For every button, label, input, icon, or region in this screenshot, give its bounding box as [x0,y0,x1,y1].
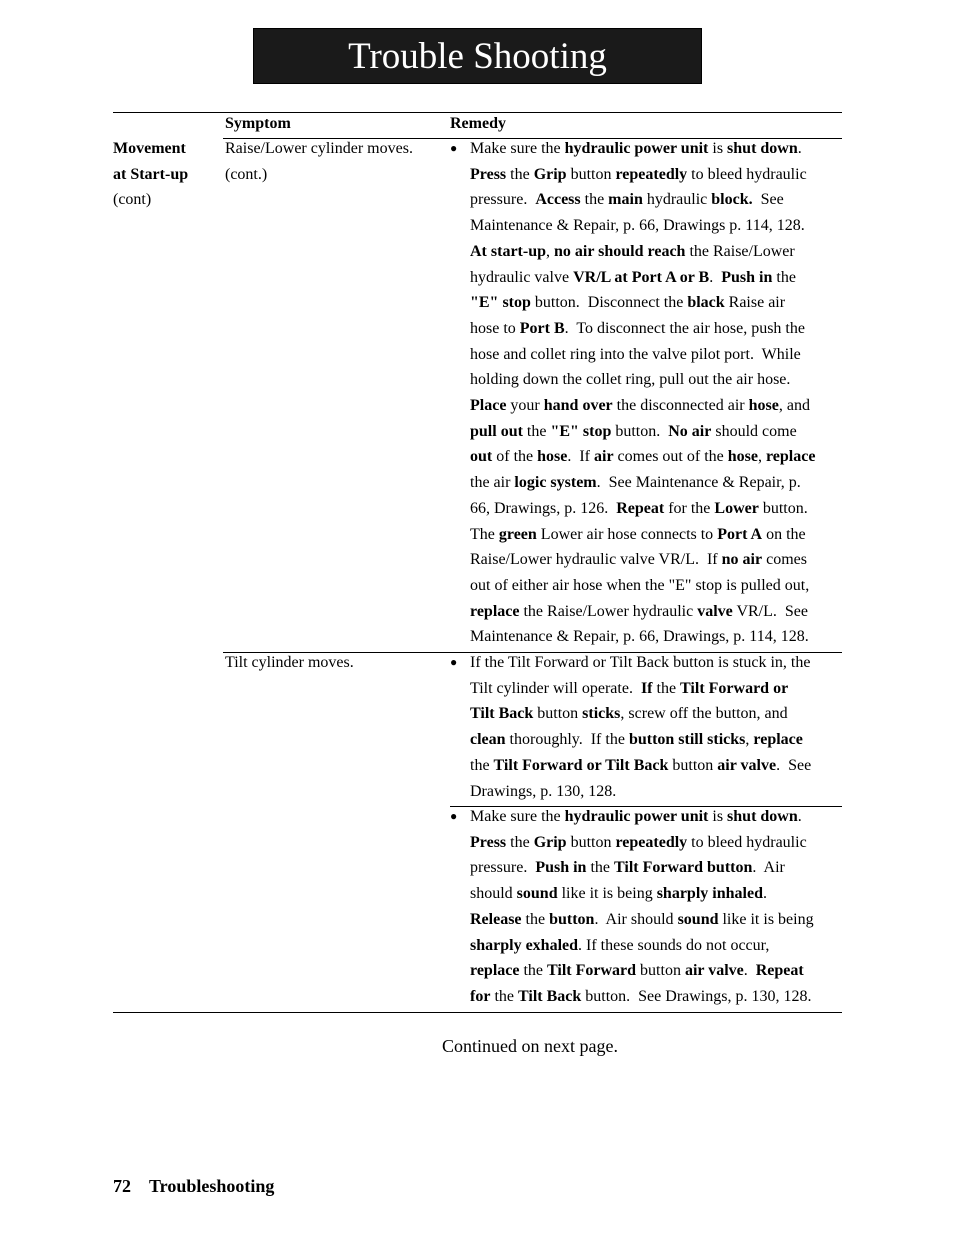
remedy-rendered: Make sure the hydraulic power unit is shut down. Press the Grip button repeatedly to bleed hydraulic pressure. Access the main hydraulic block. See Maintenance & Repair, p. 66, Drawings p. 114, 128. At start-up, no air should reach the Raise/Lower hydraulic valve VR/L at Port A or B. Push in the "E" stop button. Disconnect the black Raise air hose to Port B. To disconnect the air hose, push the hose and collet ring into the valve pilot port. While holding down the collet ring, pull out the air hose. Place your hand over the disconnected air hose, and pull out the "E" stop button. No air should come out of the hose. If air comes out of the hose, replace the air logic system. See Maintenance & Repair, p. 66, Drawings, p. 126. Repeat for the Lower button. The green Lower air hose connects to Port A on the Raise/Lower hydraulic valve VR/L. If no air comes out of either air hose when the "E" stop is pulled out, replace the Raise/Lower hydraulic valve VR/L. See Maintenance & Repair, p. 66, Drawings, p. 114, 128. [470,140,816,646]
symptom-cell-tilt: Tilt cylinder moves. [225,654,354,671]
category-cell [113,136,188,213]
page-footer [113,1174,274,1198]
remedy-rendered: Make sure the hydraulic power unit is shut down. Press the Grip button repeatedly to bleed hydraulic pressure. Push in the Tilt Forward button. Air should sound like it is being sharply inhaled. Release the button. Air should sound like it is being sharply exhaled. If these sounds do not occur, replace the Tilt Forward button air valve. Repeat for the Tilt Back button. See Drawings, p. 130, 128. [470,808,814,1005]
remedy-cell [470,136,845,650]
remedy-rendered: If the Tilt Forward or Tilt Back button is stuck in, the Tilt cylinder will operate. If the Tilt Forward or Tilt Back button sticks, screw off the button, and clean thoroughly. If the button still sticks, replace the Tilt Forward or Tilt Back button air valve. See Drawings, p. 130, 128. [470,654,812,800]
remedy-cell-tilt-1 [470,650,845,804]
symptom-line2: (cont.) [225,165,268,183]
symptom-line1: Raise/Lower cylinder moves. [225,140,413,157]
page-number: 72 [113,1176,131,1196]
bullet-icon: ● [450,809,458,823]
symptom-header: Symptom [225,115,291,132]
category-line3: (cont) [113,191,152,209]
remedy-cell-tilt-2 [470,804,845,1010]
bullet-icon: ● [450,141,458,155]
continued-note: Continued on next page. [442,1036,618,1056]
page-title: Trouble Shooting [348,35,607,77]
remedy-header: Remedy [450,115,506,132]
bullet-icon: ● [450,655,458,669]
page-title-banner [253,28,702,84]
category-line2: at Start-up [113,165,189,183]
symptom-cell [225,136,413,187]
category-line1: Movement [113,140,186,157]
table-bottom-rule [113,1012,842,1013]
section-name: Troubleshooting [149,1176,275,1196]
